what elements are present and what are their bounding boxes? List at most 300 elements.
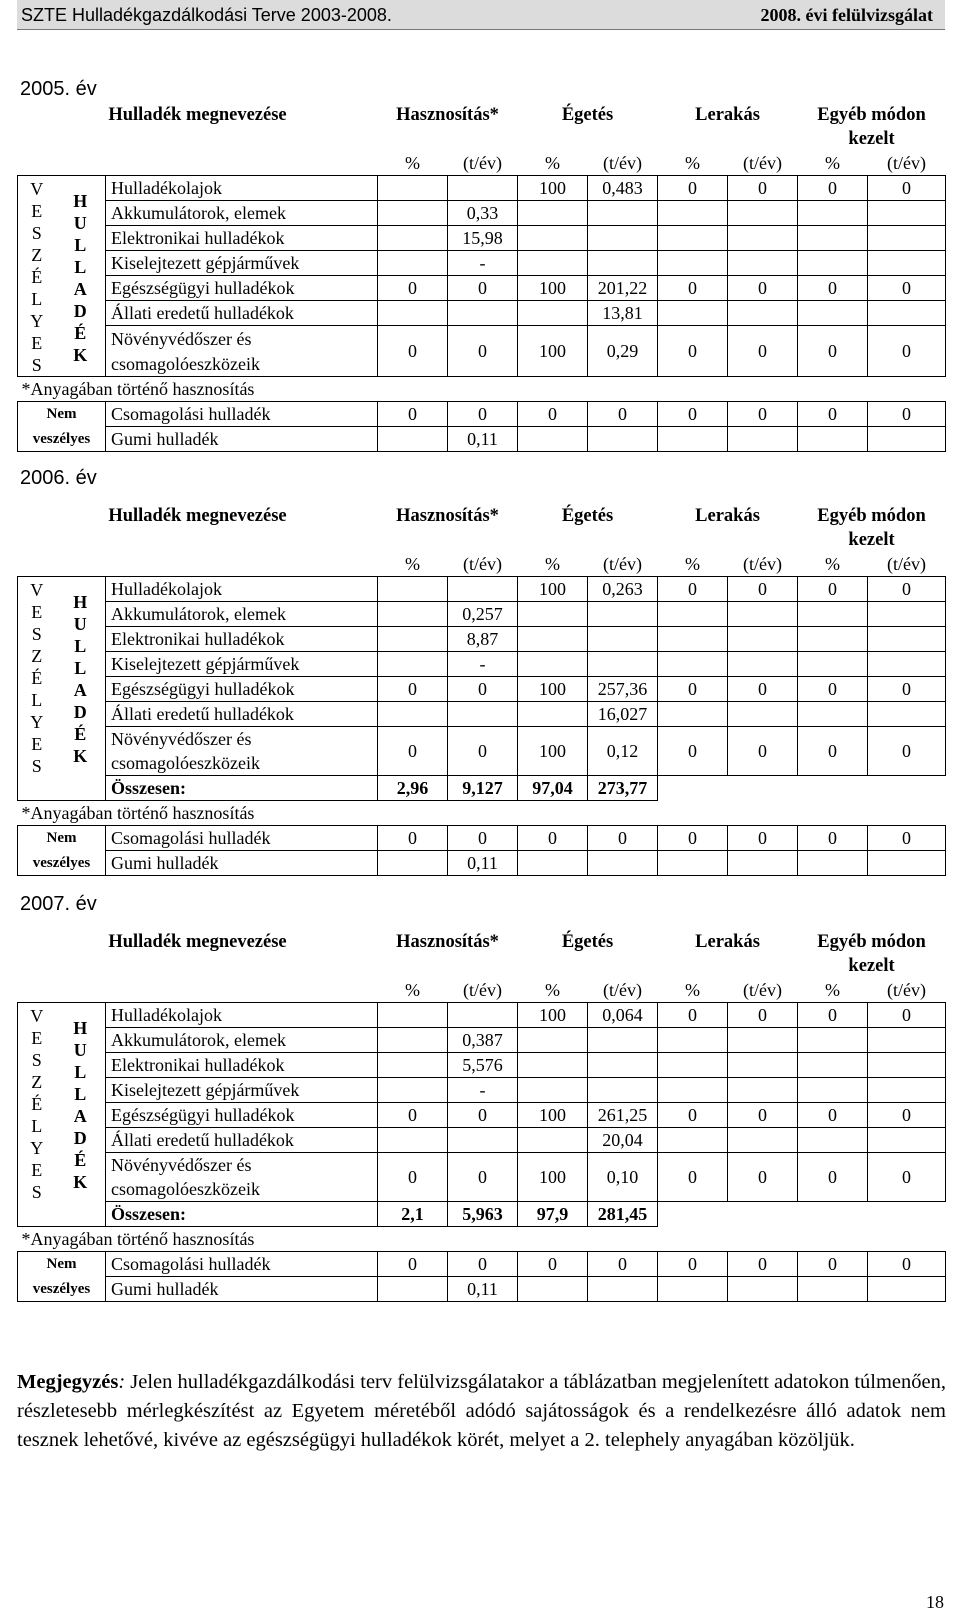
vertical-letter: E bbox=[31, 734, 43, 754]
label-nem: Nem bbox=[18, 826, 106, 851]
value-cell bbox=[448, 577, 518, 602]
vertical-letter: Y bbox=[30, 712, 44, 732]
value-cell: 0 bbox=[378, 1103, 448, 1128]
unit-label: % bbox=[405, 153, 420, 173]
value-cell: 100 bbox=[518, 326, 588, 377]
waste-name: Hulladékolajok bbox=[106, 577, 378, 602]
vertical-letter: L bbox=[74, 1084, 87, 1104]
total-value: 5,963 bbox=[448, 1202, 518, 1227]
value-cell bbox=[588, 1028, 658, 1053]
value-cell: 0 bbox=[868, 326, 946, 377]
value-cell bbox=[728, 702, 798, 727]
value-cell: 257,36 bbox=[588, 677, 658, 702]
waste-name: Hulladékolajok bbox=[106, 176, 378, 201]
value-cell: 0 bbox=[378, 1153, 448, 1202]
value-cell bbox=[448, 301, 518, 326]
value-cell bbox=[378, 427, 448, 452]
vertical-letter: L bbox=[31, 690, 43, 710]
waste-name: Elektronikai hulladékok bbox=[106, 1053, 378, 1078]
value-cell bbox=[588, 652, 658, 677]
table-row bbox=[18, 1003, 946, 1028]
value-cell bbox=[658, 201, 728, 226]
unit-label: (t/év) bbox=[887, 554, 927, 574]
value-cell: 100 bbox=[518, 276, 588, 301]
vertical-letter: L bbox=[31, 289, 43, 309]
label-veszelyes-text bbox=[20, 178, 54, 376]
vertical-letter: S bbox=[31, 756, 42, 776]
vertical-letter: D bbox=[73, 301, 87, 321]
vertical-letter: A bbox=[73, 680, 87, 700]
value-cell: 0 bbox=[588, 402, 658, 427]
col-header-egetes: Égetés bbox=[561, 932, 614, 952]
table-row bbox=[18, 301, 946, 326]
unit-label: % bbox=[825, 980, 841, 1000]
value-cell: 0 bbox=[868, 276, 946, 301]
value-cell bbox=[728, 652, 798, 677]
value-cell: 0 bbox=[868, 577, 946, 602]
table-row bbox=[18, 1103, 946, 1128]
unit-label: % bbox=[825, 153, 841, 173]
total-value: 2,96 bbox=[378, 776, 448, 801]
value-cell: 0,11 bbox=[448, 1277, 518, 1302]
waste-name: Hulladékolajok bbox=[106, 1003, 378, 1028]
value-cell: 0 bbox=[658, 402, 728, 427]
vertical-letter: E bbox=[31, 1160, 43, 1180]
vertical-letter: Z bbox=[31, 245, 43, 265]
table-row bbox=[18, 251, 946, 276]
value-cell bbox=[658, 427, 728, 452]
waste-name: Gumi hulladék bbox=[106, 1277, 378, 1302]
value-cell: 0 bbox=[448, 1153, 518, 1202]
label-veszelyes-nonhaz: veszélyes bbox=[18, 1277, 106, 1302]
waste-name: Gumi hulladék bbox=[106, 427, 378, 452]
value-cell bbox=[868, 301, 946, 326]
table-row bbox=[18, 577, 946, 602]
unit-label: (t/év) bbox=[887, 153, 927, 173]
vertical-letter: É bbox=[31, 1094, 43, 1114]
footnote: *Anyagában történő hasznosítás bbox=[21, 1229, 255, 1249]
waste-table bbox=[17, 930, 946, 1302]
vertical-letter: L bbox=[74, 235, 87, 255]
value-cell bbox=[518, 602, 588, 627]
value-cell: 0 bbox=[588, 1252, 658, 1277]
value-cell: 0 bbox=[658, 326, 728, 377]
unit-label: % bbox=[825, 554, 841, 574]
value-cell bbox=[588, 1053, 658, 1078]
value-cell: 0 bbox=[728, 826, 798, 851]
label-veszelyes-nonhaz: veszélyes bbox=[18, 851, 106, 876]
year-label: 2006. év bbox=[20, 467, 97, 489]
value-cell bbox=[798, 251, 868, 276]
value-cell: 0 bbox=[868, 176, 946, 201]
unit-label: (t/év) bbox=[603, 153, 642, 173]
value-cell bbox=[658, 1028, 728, 1053]
value-cell: 0,257 bbox=[448, 602, 518, 627]
value-cell bbox=[798, 1128, 868, 1153]
label-nem: Nem bbox=[18, 402, 106, 427]
col-header-egetes: Égetés bbox=[561, 506, 614, 526]
value-cell: 0 bbox=[798, 1153, 868, 1202]
col-header-egetes: Égetés bbox=[561, 105, 614, 125]
value-cell bbox=[798, 627, 868, 652]
value-cell: 0 bbox=[378, 826, 448, 851]
waste-name: Akkumulátorok, elemek bbox=[106, 1028, 378, 1053]
value-cell bbox=[518, 1277, 588, 1302]
value-cell bbox=[728, 627, 798, 652]
footnote: *Anyagában történő hasznosítás bbox=[21, 803, 255, 823]
value-cell bbox=[518, 1128, 588, 1153]
header-review: 2008. évi felülvizsgálat bbox=[760, 5, 933, 25]
waste-name: Egészségügyi hulladékok bbox=[106, 677, 378, 702]
value-cell: 0 bbox=[448, 402, 518, 427]
col-header-egyeb: Egyéb módon bbox=[817, 932, 926, 952]
waste-name: Csomagolási hulladék bbox=[106, 402, 378, 427]
value-cell: 0,12 bbox=[588, 727, 658, 776]
value-cell bbox=[518, 627, 588, 652]
vertical-letter: É bbox=[74, 323, 87, 343]
value-cell bbox=[798, 1277, 868, 1302]
col-header-hasznositas: Hasznosítás* bbox=[396, 506, 499, 526]
value-cell bbox=[868, 1028, 946, 1053]
waste-name: Kiselejtezett gépjárművek bbox=[106, 251, 378, 276]
table-row bbox=[18, 1053, 946, 1078]
nonhaz-row bbox=[18, 1277, 946, 1302]
value-cell bbox=[798, 226, 868, 251]
value-cell bbox=[658, 602, 728, 627]
value-cell bbox=[588, 226, 658, 251]
value-cell bbox=[798, 851, 868, 876]
value-cell bbox=[868, 602, 946, 627]
table-row bbox=[18, 326, 946, 353]
value-cell: 0 bbox=[378, 402, 448, 427]
value-cell bbox=[798, 702, 868, 727]
waste-name-continued: csomagolóeszközeik bbox=[106, 1177, 378, 1202]
value-cell bbox=[588, 201, 658, 226]
value-cell bbox=[378, 301, 448, 326]
value-cell bbox=[378, 602, 448, 627]
unit-label: (t/év) bbox=[743, 153, 782, 173]
unit-label: (t/év) bbox=[887, 980, 927, 1000]
table-row bbox=[18, 201, 946, 226]
table-row bbox=[18, 727, 946, 752]
unit-label: % bbox=[545, 554, 561, 574]
value-cell bbox=[518, 702, 588, 727]
vertical-letter: H bbox=[73, 592, 88, 612]
value-cell: 0 bbox=[728, 1153, 798, 1202]
vertical-letter: É bbox=[31, 668, 43, 688]
vertical-letter: L bbox=[74, 636, 87, 656]
label-hulladek-text bbox=[58, 591, 104, 767]
col-header-hasznositas: Hasznosítás* bbox=[396, 105, 499, 125]
col-header-hasznositas: Hasznosítás* bbox=[396, 932, 499, 952]
value-cell: - bbox=[448, 652, 518, 677]
waste-name: Állati eredetű hulladékok bbox=[106, 1128, 378, 1153]
value-cell bbox=[518, 201, 588, 226]
value-cell: 0 bbox=[798, 1103, 868, 1128]
total-value: 2,1 bbox=[378, 1202, 448, 1227]
value-cell: 0,11 bbox=[448, 427, 518, 452]
vertical-letter: E bbox=[31, 333, 43, 353]
value-cell bbox=[868, 1277, 946, 1302]
value-cell bbox=[658, 851, 728, 876]
value-cell: 0 bbox=[798, 677, 868, 702]
total-label: Összesen: bbox=[106, 1202, 378, 1227]
vertical-letter: D bbox=[73, 702, 87, 722]
vertical-letter: K bbox=[73, 345, 88, 365]
nonhaz-row bbox=[18, 427, 946, 452]
value-cell: 0 bbox=[868, 1103, 946, 1128]
value-cell bbox=[448, 176, 518, 201]
vertical-letter: H bbox=[73, 191, 88, 211]
vertical-letter: L bbox=[74, 1062, 87, 1082]
value-cell: 5,576 bbox=[448, 1053, 518, 1078]
table-row bbox=[18, 702, 946, 727]
value-cell bbox=[588, 602, 658, 627]
table-row bbox=[18, 276, 946, 301]
value-cell bbox=[518, 226, 588, 251]
value-cell bbox=[588, 251, 658, 276]
value-cell: 0 bbox=[728, 402, 798, 427]
value-cell: 13,81 bbox=[588, 301, 658, 326]
value-cell bbox=[378, 1277, 448, 1302]
waste-name: Elektronikai hulladékok bbox=[106, 627, 378, 652]
value-cell bbox=[868, 427, 946, 452]
total-label: Összesen: bbox=[106, 776, 378, 801]
waste-name: Egészségügyi hulladékok bbox=[106, 1103, 378, 1128]
value-cell: 0 bbox=[728, 1103, 798, 1128]
unit-label: % bbox=[685, 153, 701, 173]
value-cell: 0 bbox=[798, 326, 868, 377]
value-cell: 100 bbox=[518, 1153, 588, 1202]
total-value: 9,127 bbox=[448, 776, 518, 801]
vertical-letter: V bbox=[30, 580, 44, 600]
table-row bbox=[18, 1028, 946, 1053]
waste-table bbox=[17, 504, 946, 876]
waste-name-continued: csomagolóeszközeik bbox=[106, 751, 378, 776]
vertical-letter: É bbox=[31, 267, 43, 287]
value-cell: 8,87 bbox=[448, 627, 518, 652]
label-hulladek bbox=[56, 577, 106, 801]
value-cell bbox=[658, 251, 728, 276]
value-cell bbox=[728, 427, 798, 452]
value-cell: 0 bbox=[658, 1003, 728, 1028]
label-veszelyes-text bbox=[20, 579, 54, 777]
value-cell bbox=[658, 702, 728, 727]
waste-name: Kiselejtezett gépjárművek bbox=[106, 1078, 378, 1103]
waste-name: Állati eredetű hulladékok bbox=[106, 301, 378, 326]
value-cell bbox=[378, 652, 448, 677]
value-cell: 0,29 bbox=[588, 326, 658, 377]
vertical-letter: H bbox=[73, 1018, 88, 1038]
value-cell: 0 bbox=[868, 402, 946, 427]
vertical-letter: K bbox=[73, 746, 88, 766]
value-cell: 0 bbox=[868, 677, 946, 702]
value-cell bbox=[798, 1028, 868, 1053]
value-cell bbox=[378, 1128, 448, 1153]
value-cell bbox=[658, 652, 728, 677]
value-cell: 0,33 bbox=[448, 201, 518, 226]
value-cell: 0 bbox=[378, 326, 448, 377]
value-cell: 0 bbox=[658, 677, 728, 702]
vertical-letter: L bbox=[74, 658, 87, 678]
value-cell: 0 bbox=[728, 276, 798, 301]
value-cell bbox=[868, 1128, 946, 1153]
value-cell bbox=[588, 1277, 658, 1302]
col-header-lerakas: Lerakás bbox=[695, 932, 760, 952]
vertical-letter: L bbox=[74, 257, 87, 277]
value-cell: 0 bbox=[448, 326, 518, 377]
vertical-letter: E bbox=[31, 1028, 43, 1048]
value-cell: 0 bbox=[448, 677, 518, 702]
nonhaz-row bbox=[18, 402, 946, 427]
vertical-letter: K bbox=[73, 1172, 88, 1192]
unit-label: % bbox=[545, 980, 561, 1000]
value-cell bbox=[658, 627, 728, 652]
value-cell: 100 bbox=[518, 176, 588, 201]
value-cell: 0 bbox=[728, 326, 798, 377]
vertical-letter: U bbox=[73, 614, 87, 634]
value-cell bbox=[728, 1128, 798, 1153]
value-cell: 0 bbox=[658, 577, 728, 602]
waste-name: Csomagolási hulladék bbox=[106, 826, 378, 851]
table-row bbox=[18, 226, 946, 251]
table-row bbox=[18, 677, 946, 702]
label-hulladek bbox=[56, 1003, 106, 1227]
value-cell bbox=[798, 201, 868, 226]
value-cell: 15,98 bbox=[448, 226, 518, 251]
waste-name: Állati eredetű hulladékok bbox=[106, 702, 378, 727]
value-cell bbox=[378, 1078, 448, 1103]
col-header-kezelt: kezelt bbox=[848, 956, 895, 976]
unit-label: % bbox=[685, 554, 701, 574]
value-cell: 16,027 bbox=[588, 702, 658, 727]
vertical-letter: Y bbox=[30, 1138, 44, 1158]
value-cell bbox=[518, 251, 588, 276]
total-row bbox=[18, 776, 946, 801]
value-cell bbox=[378, 1028, 448, 1053]
value-cell bbox=[658, 1053, 728, 1078]
value-cell: 0 bbox=[728, 1003, 798, 1028]
value-cell: 0 bbox=[798, 176, 868, 201]
value-cell: 0 bbox=[658, 1252, 728, 1277]
total-value: 273,77 bbox=[588, 776, 658, 801]
value-cell: 0 bbox=[378, 727, 448, 776]
label-hulladek-text bbox=[58, 1017, 104, 1193]
value-cell bbox=[728, 602, 798, 627]
waste-name: Növényvédőszer és bbox=[106, 1153, 378, 1178]
value-cell: 0 bbox=[798, 276, 868, 301]
value-cell bbox=[868, 652, 946, 677]
value-cell bbox=[588, 851, 658, 876]
footnote: *Anyagában történő hasznosítás bbox=[21, 379, 255, 399]
col-header-name: Hulladék megnevezése bbox=[108, 506, 287, 526]
total-row bbox=[18, 1202, 946, 1227]
table-row bbox=[18, 1078, 946, 1103]
value-cell: 0 bbox=[728, 176, 798, 201]
value-cell: 0,483 bbox=[588, 176, 658, 201]
waste-name: Növényvédőszer és bbox=[106, 727, 378, 752]
value-cell bbox=[798, 1053, 868, 1078]
vertical-letter: E bbox=[31, 201, 43, 221]
value-cell bbox=[798, 301, 868, 326]
value-cell: 0 bbox=[448, 276, 518, 301]
table-row bbox=[18, 602, 946, 627]
value-cell: 0 bbox=[868, 1003, 946, 1028]
vertical-letter: A bbox=[73, 1106, 87, 1126]
value-cell: 201,22 bbox=[588, 276, 658, 301]
value-cell: - bbox=[448, 1078, 518, 1103]
value-cell: 0 bbox=[728, 1252, 798, 1277]
waste-name-continued: csomagolóeszközeik bbox=[106, 352, 378, 377]
value-cell bbox=[728, 851, 798, 876]
value-cell: 0 bbox=[798, 1003, 868, 1028]
col-header-kezelt: kezelt bbox=[848, 530, 895, 550]
value-cell: 0 bbox=[658, 727, 728, 776]
value-cell bbox=[518, 851, 588, 876]
table-row bbox=[18, 1153, 946, 1178]
unit-label: % bbox=[545, 153, 561, 173]
table-row bbox=[18, 176, 946, 201]
value-cell: 100 bbox=[518, 727, 588, 776]
label-veszelyes bbox=[18, 1003, 56, 1227]
value-cell bbox=[658, 226, 728, 251]
unit-label: (t/év) bbox=[463, 980, 502, 1000]
table-row bbox=[18, 1128, 946, 1153]
value-cell: 0,387 bbox=[448, 1028, 518, 1053]
value-cell: 0 bbox=[518, 1252, 588, 1277]
value-cell bbox=[518, 1028, 588, 1053]
col-header-name: Hulladék megnevezése bbox=[108, 105, 287, 125]
value-cell bbox=[868, 1053, 946, 1078]
page-number: 18 bbox=[926, 1592, 944, 1612]
value-cell: 0 bbox=[798, 402, 868, 427]
vertical-letter: Z bbox=[31, 1072, 43, 1092]
value-cell bbox=[728, 301, 798, 326]
value-cell bbox=[728, 1053, 798, 1078]
value-cell: 0 bbox=[798, 826, 868, 851]
year-label: 2007. év bbox=[20, 893, 97, 915]
value-cell bbox=[798, 602, 868, 627]
unit-label: (t/év) bbox=[603, 980, 642, 1000]
value-cell: 0,10 bbox=[588, 1153, 658, 1202]
value-cell bbox=[868, 851, 946, 876]
vertical-letter: S bbox=[31, 1050, 42, 1070]
col-header-kezelt: kezelt bbox=[848, 129, 895, 149]
label-nem: Nem bbox=[18, 1252, 106, 1277]
value-cell: 0,263 bbox=[588, 577, 658, 602]
value-cell bbox=[448, 1003, 518, 1028]
col-header-lerakas: Lerakás bbox=[695, 506, 760, 526]
vertical-letter: U bbox=[73, 213, 87, 233]
total-value: 281,45 bbox=[588, 1202, 658, 1227]
unit-label: (t/év) bbox=[743, 980, 782, 1000]
vertical-letter: S bbox=[31, 624, 42, 644]
value-cell bbox=[868, 627, 946, 652]
col-header-name: Hulladék megnevezése bbox=[108, 932, 287, 952]
page-header bbox=[17, 0, 945, 30]
value-cell: 100 bbox=[518, 1103, 588, 1128]
label-hulladek bbox=[56, 176, 106, 377]
value-cell: 0 bbox=[798, 1252, 868, 1277]
vertical-letter: É bbox=[74, 1150, 87, 1170]
unit-label: (t/év) bbox=[603, 554, 642, 574]
value-cell: 0 bbox=[868, 1252, 946, 1277]
vertical-letter: S bbox=[31, 1182, 42, 1202]
table-row bbox=[18, 652, 946, 677]
waste-name: Akkumulátorok, elemek bbox=[106, 602, 378, 627]
value-cell: 0 bbox=[658, 1153, 728, 1202]
value-cell: 0 bbox=[868, 1153, 946, 1202]
